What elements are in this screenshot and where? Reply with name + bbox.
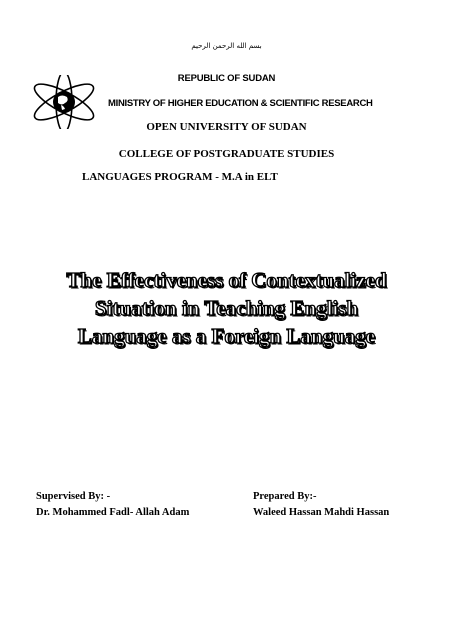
college-heading: COLLEGE OF POSTGRADUATE STUDIES xyxy=(118,148,335,160)
basmala-text: بسم الله الرحمن الرحيم xyxy=(191,42,262,50)
university-heading: OPEN UNIVERSITY OF SUDAN xyxy=(146,121,307,133)
supervised-by-label: Supervised By: - xyxy=(36,491,111,502)
thesis-title-line-1: The Effectiveness of Contextualized xyxy=(66,268,387,292)
ministry-heading: MINISTRY OF HIGHER EDUCATION & SCIENTIFIC RESEARCH xyxy=(108,98,373,109)
republic-heading: REPUBLIC OF SUDAN xyxy=(177,73,276,84)
supervisor-name: Dr. Mohammed Fadl- Allah Adam xyxy=(36,507,190,518)
program-heading: LANGUAGES PROGRAM - M.A in ELT xyxy=(82,171,278,183)
preparer-name: Waleed Hassan Mahdi Hassan xyxy=(253,507,390,518)
thesis-title-line-2: Situation in Teaching English xyxy=(94,296,359,320)
thesis-title xyxy=(0,266,453,350)
thesis-title-line-3: Language as a Foreign Language xyxy=(77,324,376,348)
prepared-by-label: Prepared By:- xyxy=(253,491,317,502)
